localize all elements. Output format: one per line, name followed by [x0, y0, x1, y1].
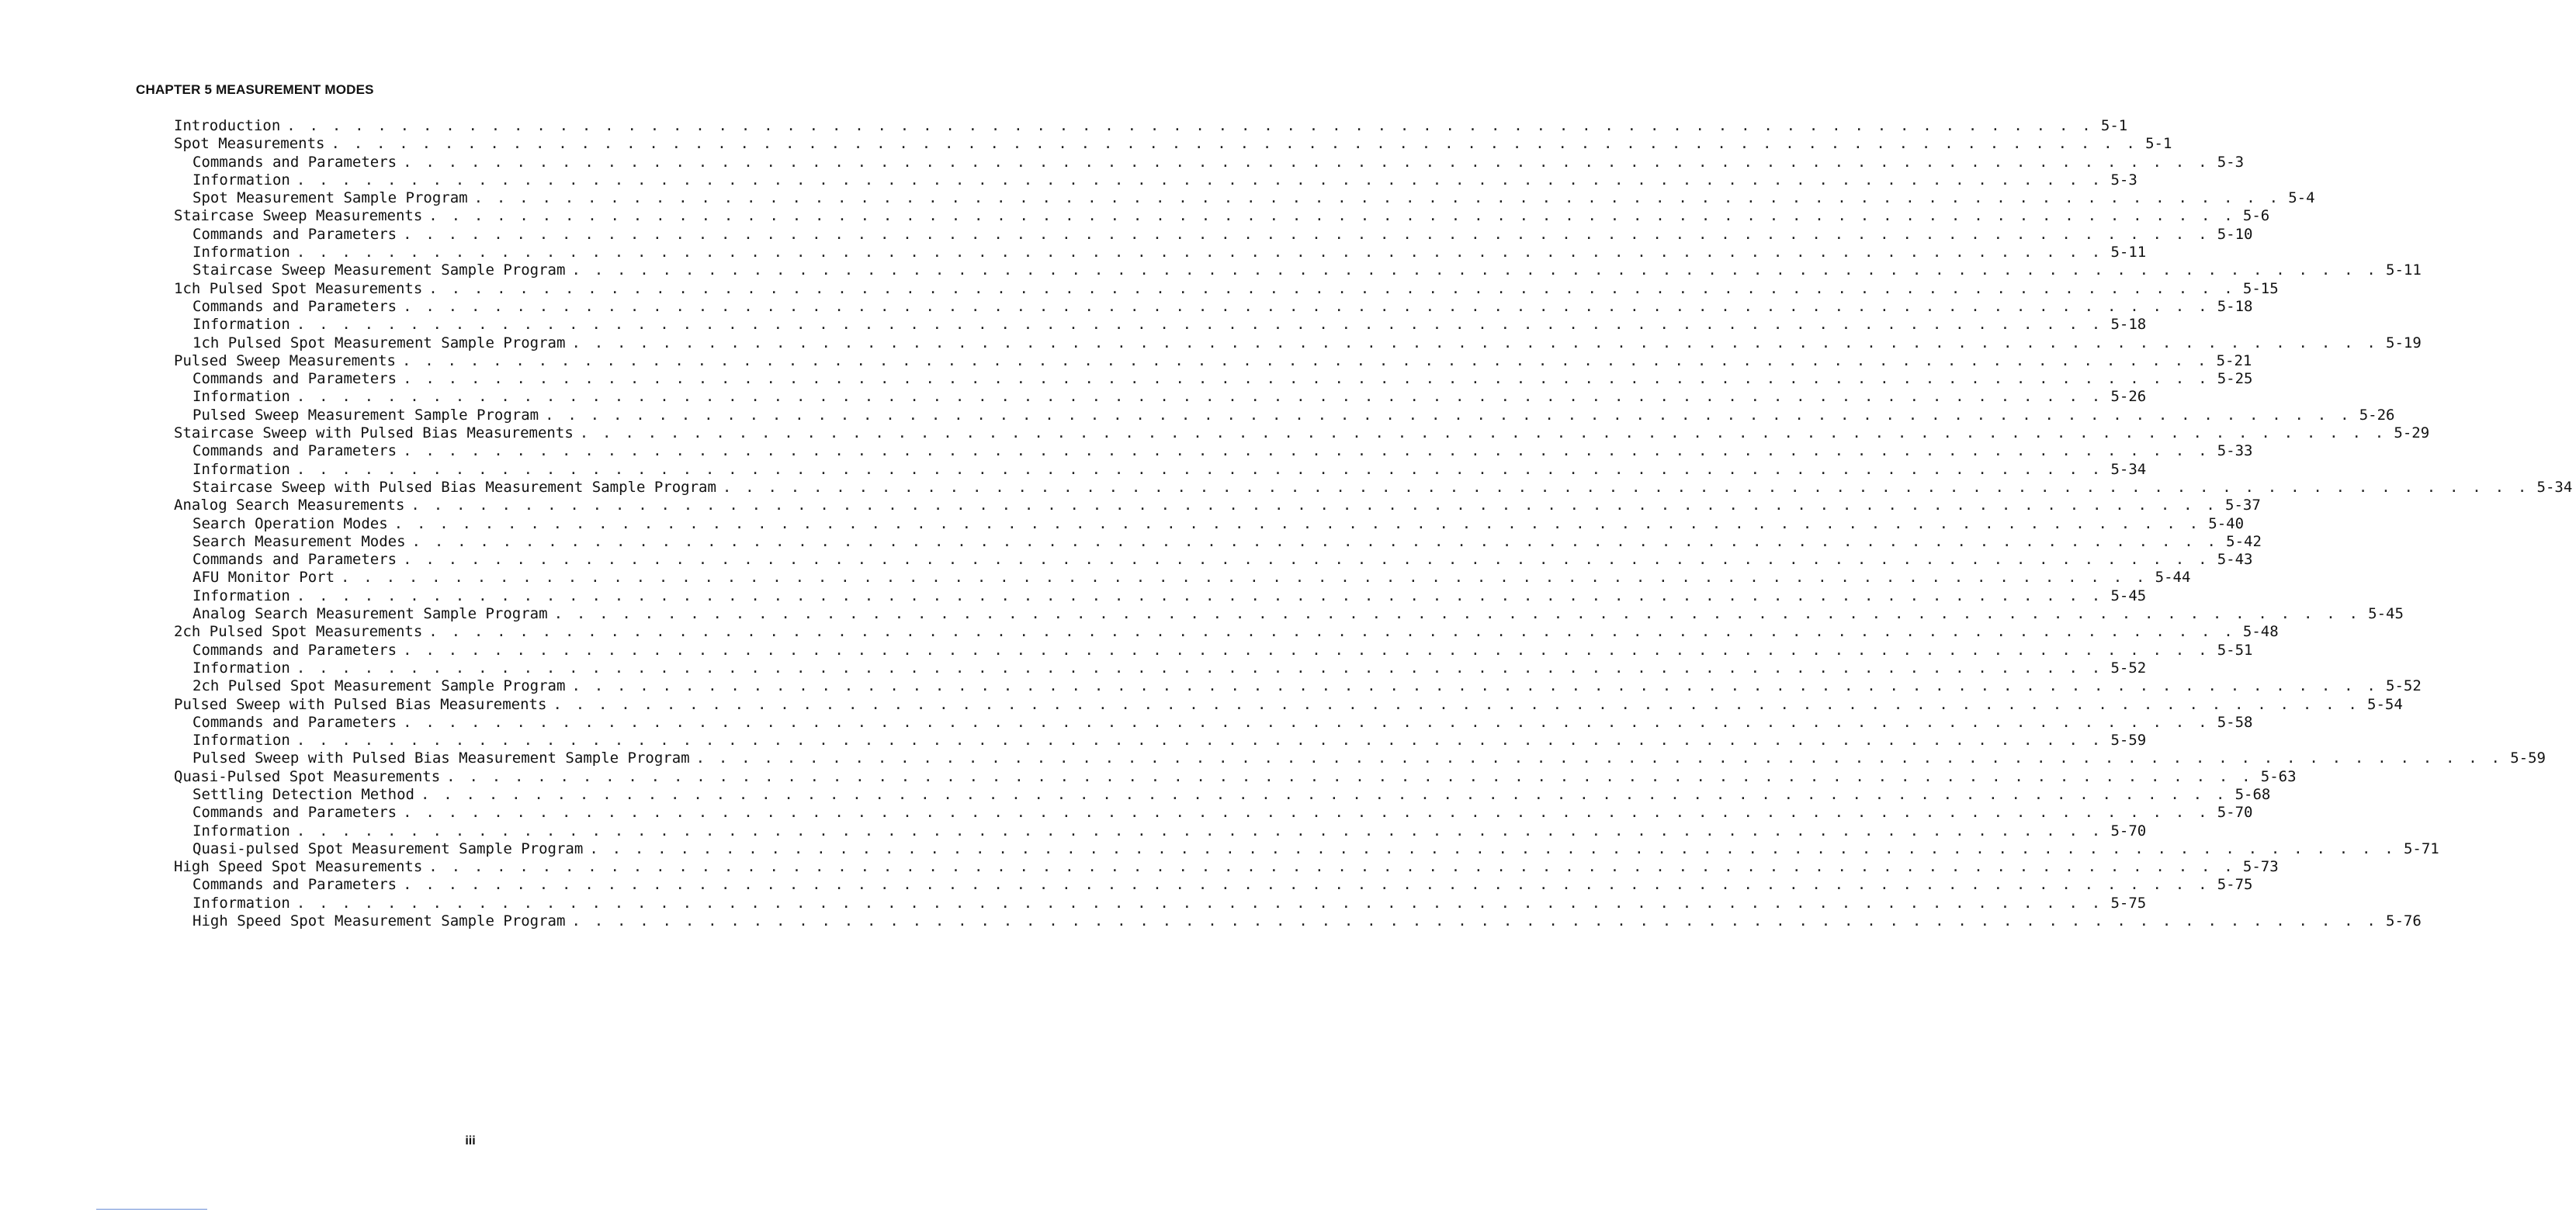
toc-entry-page: 5-18: [2110, 316, 2147, 334]
toc-entry-page: 5-70: [2217, 804, 2253, 822]
toc-entry-page: 5-45: [2368, 605, 2404, 623]
toc-entry: [174, 460, 2147, 479]
toc-entry: [174, 370, 2253, 388]
toc-entry-page: 5-42: [2226, 532, 2262, 550]
toc-entry-title: Spot Measurements: [174, 135, 325, 153]
toc-entry-page: 5-34: [2536, 478, 2573, 496]
toc-entry-page: 5-40: [2208, 514, 2245, 532]
toc-entry-page: 5-21: [2216, 351, 2252, 369]
toc-entry-title: Information: [192, 822, 290, 840]
toc-entry: [174, 767, 2297, 786]
toc-dot-leader: . . . . . . . . . . . . . . . . . . . . . . . . . . . . . . . . . . . . . . . . . . . . . . . . . . . . . . . . . . . . . . . . . . . . . . . . . . . . . . . .: [695, 750, 2503, 767]
toc-dot-leader: . . . . . . . . . . . . . . . . . . . . . . . . . . . . . . . . . . . . . . . . . . . . . . . . . . . . . . . . . . . . . . . . . . . . . . . . . . . . . . . .: [296, 587, 2103, 604]
toc-entry-title: Staircase Sweep with Pulsed Bias Measurements: [174, 424, 574, 442]
toc-entry-page: 5-52: [2386, 677, 2422, 695]
toc-entry: [174, 117, 2128, 135]
chapter-heading: CHAPTER 5 MEASUREMENT MODES: [136, 82, 374, 97]
toc-entry-page: 5-76: [2386, 912, 2422, 930]
toc-entry-title: Commands and Parameters: [192, 641, 397, 659]
toc-dot-leader: . . . . . . . . . . . . . . . . . . . . . . . . . . . . . . . . . . . . . . . . . . . . . . . . . . . . . . . . . . . . . . . . . . . . . . . . . . . . . . . .: [420, 785, 2228, 803]
toc-dot-leader: . . . . . . . . . . . . . . . . . . . . . . . . . . . . . . . . . . . . . . . . . . . . . . . . . . . . . . . . . . . . . . . . . . . . . . . . . . . . . . . .: [428, 858, 2235, 876]
toc-entry-title: Information: [192, 732, 290, 750]
toc-entry-page: 5-51: [2217, 641, 2253, 659]
toc-dot-leader: . . . . . . . . . . . . . . . . . . . . . . . . . . . . . . . . . . . . . . . . . . . . . . . . . . . . . . . . . . . . . . . . . . . . . . . . . . . . . . . .: [296, 732, 2103, 750]
toc-entry: [174, 695, 2403, 714]
toc-entry: [174, 605, 2404, 623]
toc-entry-page: 5-54: [2367, 695, 2403, 713]
toc-entry-page: 5-18: [2217, 297, 2253, 315]
toc-entry: [174, 804, 2253, 822]
toc-entry-title: Pulsed Sweep with Pulsed Bias Measurements: [174, 695, 547, 713]
toc-entry-title: Analog Search Measurement Sample Program: [192, 605, 548, 623]
toc-entry-title: Information: [192, 460, 290, 478]
toc-entry-title: Quasi-Pulsed Spot Measurements: [174, 767, 441, 785]
toc-entry: [174, 406, 2395, 424]
toc-entry-title: Pulsed Sweep with Pulsed Bias Measurement Sample Program: [192, 750, 690, 767]
toc-entry-title: Introduction: [174, 117, 281, 134]
toc-entry-page: 5-26: [2110, 388, 2147, 406]
toc-dot-leader: . . . . . . . . . . . . . . . . . . . . . . . . . . . . . . . . . . . . . . . . . . . . . . . . . . . . . . . . . . . . . . . . . . . . . . . . . . . . . . . .: [403, 153, 2210, 171]
toc-entry: [174, 334, 2422, 352]
toc-entry-title: Commands and Parameters: [192, 370, 397, 388]
toc-entry: [174, 478, 2573, 497]
toc-entry: [174, 840, 2439, 858]
toc-entry-page: 5-75: [2110, 894, 2147, 912]
toc-entry-title: AFU Monitor Port: [192, 569, 335, 587]
toc-entry: [174, 858, 2279, 876]
toc-entry: [174, 677, 2422, 695]
toc-entry-title: Commands and Parameters: [192, 551, 397, 569]
toc-entry-page: 5-44: [2155, 569, 2191, 587]
toc-entry-page: 5-11: [2386, 261, 2422, 279]
toc-dot-leader: . . . . . . . . . . . . . . . . . . . . . . . . . . . . . . . . . . . . . . . . . . . . . . . . . . . . . . . . . . . . . . . . . . . . . . . . . . . . . . . .: [403, 713, 2210, 731]
toc-entry-title: Analog Search Measurements: [174, 497, 405, 514]
page-number: iii: [465, 1134, 476, 1148]
toc-entry-page: 5-3: [2217, 153, 2245, 171]
toc-entry: [174, 732, 2147, 750]
toc-entry: [174, 279, 2279, 298]
toc-entry-page: 5-43: [2217, 551, 2253, 569]
toc-dot-leader: . . . . . . . . . . . . . . . . . . . . . . . . . . . . . . . . . . . . . . . . . . . . . . . . . . . . . . . . . . . . . . . . . . . . . . . . . . . . . . . .: [296, 460, 2103, 478]
toc-entry-title: Staircase Sweep with Pulsed Bias Measurement Sample Program: [192, 478, 716, 496]
toc-entry: [174, 424, 2430, 442]
toc-entry-page: 5-11: [2110, 244, 2147, 261]
toc-entry-title: Information: [192, 587, 290, 604]
toc-dot-leader: . . . . . . . . . . . . . . . . . . . . . . . . . . . . . . . . . . . . . . . . . . . . . . . . . . . . . . . . . . . . . . . . . . . . . . . . . . . . . . . .: [446, 767, 2253, 785]
toc-entry-title: Commands and Parameters: [192, 804, 397, 822]
toc-dot-leader: . . . . . . . . . . . . . . . . . . . . . . . . . . . . . . . . . . . . . . . . . . . . . . . . . . . . . . . . . . . . . . . . . . . . . . . . . . . . . . . .: [286, 117, 2093, 134]
toc-entry-page: 5-48: [2242, 623, 2279, 641]
toc-dot-leader: . . . . . . . . . . . . . . . . . . . . . . . . . . . . . . . . . . . . . . . . . . . . . . . . . . . . . . . . . . . . . . . . . . . . . . . . . . . . . . . .: [401, 351, 2209, 369]
toc-entry: [174, 207, 2270, 225]
toc-entry-page: 5-6: [2242, 207, 2270, 225]
toc-entry: [174, 135, 2172, 153]
toc-entry-page: 5-63: [2260, 767, 2297, 785]
toc-dot-leader: . . . . . . . . . . . . . . . . . . . . . . . . . . . . . . . . . . . . . . . . . . . . . . . . . . . . . . . . . . . . . . . . . . . . . . . . . . . . . . . .: [428, 623, 2235, 641]
toc-entry-page: 5-37: [2225, 497, 2261, 514]
toc-entry-title: Staircase Sweep Measurement Sample Program: [192, 261, 566, 279]
toc-entry: [174, 261, 2422, 279]
toc-entry: [174, 785, 2271, 804]
toc-entry: [174, 641, 2253, 660]
toc-entry-page: 5-1: [2100, 117, 2128, 134]
toc-entry-page: 5-58: [2217, 713, 2253, 731]
toc-dot-leader: . . . . . . . . . . . . . . . . . . . . . . . . . . . . . . . . . . . . . . . . . . . . . . . . . . . . . . . . . . . . . . . . . . . . . . . . . . . . . . . .: [296, 171, 2103, 189]
toc-entry: [174, 551, 2253, 569]
toc-entry: [174, 894, 2147, 912]
toc-entry: [174, 388, 2147, 406]
toc-dot-leader: . . . . . . . . . . . . . . . . . . . . . . . . . . . . . . . . . . . . . . . . . . . . . . . . . . . . . . . . . . . . . . . . . . . . . . . . . . . . . . . .: [571, 912, 2379, 930]
toc-entry-title: Commands and Parameters: [192, 876, 397, 894]
toc-dot-leader: . . . . . . . . . . . . . . . . . . . . . . . . . . . . . . . . . . . . . . . . . . . . . . . . . . . . . . . . . . . . . . . . . . . . . . . . . . . . . . . .: [403, 641, 2210, 659]
toc-entry-page: 5-52: [2110, 659, 2147, 677]
toc-dot-leader: . . . . . . . . . . . . . . . . . . . . . . . . . . . . . . . . . . . . . . . . . . . . . . . . . . . . . . . . . . . . . . . . . . . . . . . . . . . . . . . .: [428, 279, 2235, 297]
toc-entry: [174, 587, 2147, 605]
toc-entry-page: 5-45: [2110, 587, 2147, 604]
toc-dot-leader: . . . . . . . . . . . . . . . . . . . . . . . . . . . . . . . . . . . . . . . . . . . . . . . . . . . . . . . . . . . . . . . . . . . . . . . . . . . . . . . .: [589, 840, 2396, 857]
toc-dot-leader: . . . . . . . . . . . . . . . . . . . . . . . . . . . . . . . . . . . . . . . . . . . . . . . . . . . . . . . . . . . . . . . . . . . . . . . . . . . . . . . .: [394, 514, 2201, 532]
toc-entry: [174, 153, 2245, 171]
toc-entry-page: 5-26: [2359, 406, 2395, 424]
toc-entry-page: 5-4: [2288, 189, 2315, 207]
toc-entry-title: Information: [192, 316, 290, 334]
toc-entry-title: Search Operation Modes: [192, 514, 388, 532]
toc-entry-title: High Speed Spot Measurements: [174, 858, 423, 876]
toc-dot-leader: . . . . . . . . . . . . . . . . . . . . . . . . . . . . . . . . . . . . . . . . . . . . . . . . . . . . . . . . . . . . . . . . . . . . . . . . . . . . . . . .: [403, 804, 2210, 822]
toc-entry-title: Information: [192, 894, 290, 912]
toc-entry-title: Pulsed Sweep Measurement Sample Program: [192, 406, 539, 424]
toc-entry-title: Commands and Parameters: [192, 153, 397, 171]
toc-entry-title: Spot Measurement Sample Program: [192, 189, 468, 207]
toc-dot-leader: . . . . . . . . . . . . . . . . . . . . . . . . . . . . . . . . . . . . . . . . . . . . . . . . . . . . . . . . . . . . . . . . . . . . . . . . . . . . . . . .: [571, 334, 2379, 351]
toc-dot-leader: . . . . . . . . . . . . . . . . . . . . . . . . . . . . . . . . . . . . . . . . . . . . . . . . . . . . . . . . . . . . . . . . . . . . . . . . . . . . . . . .: [296, 244, 2103, 261]
toc-dot-leader: . . . . . . . . . . . . . . . . . . . . . . . . . . . . . . . . . . . . . . . . . . . . . . . . . . . . . . . . . . . . . . . . . . . . . . . . . . . . . . . .: [473, 189, 2281, 207]
toc-entry-page: 5-3: [2110, 171, 2137, 189]
footer-rule: [96, 1209, 207, 1210]
toc-dot-leader: . . . . . . . . . . . . . . . . . . . . . . . . . . . . . . . . . . . . . . . . . . . . . . . . . . . . . . . . . . . . . . . . . . . . . . . . . . . . . . . .: [403, 876, 2210, 894]
toc-dot-leader: . . . . . . . . . . . . . . . . . . . . . . . . . . . . . . . . . . . . . . . . . . . . . . . . . . . . . . . . . . . . . . . . . . . . . . . . . . . . . . . .: [341, 569, 2148, 587]
toc-entry: [174, 497, 2261, 514]
toc-entry-page: 5-68: [2234, 785, 2271, 803]
toc-dot-leader: . . . . . . . . . . . . . . . . . . . . . . . . . . . . . . . . . . . . . . . . . . . . . . . . . . . . . . . . . . . . . . . . . . . . . . . . . . . . . . . .: [403, 297, 2210, 315]
toc-dot-leader: . . . . . . . . . . . . . . . . . . . . . . . . . . . . . . . . . . . . . . . . . . . . . . . . . . . . . . . . . . . . . . . . . . . . . . . . . . . . . . . .: [296, 822, 2103, 840]
toc-entry: [174, 876, 2253, 894]
toc-dot-leader: . . . . . . . . . . . . . . . . . . . . . . . . . . . . . . . . . . . . . . . . . . . . . . . . . . . . . . . . . . . . . . . . . . . . . . . . . . . . . . . .: [553, 695, 2360, 713]
toc-entry: [174, 532, 2262, 551]
toc-entry-page: 5-75: [2217, 876, 2253, 894]
toc-entry-page: 5-19: [2386, 334, 2422, 351]
toc-entry: [174, 750, 2546, 767]
table-of-contents: [174, 117, 2573, 930]
toc-dot-leader: . . . . . . . . . . . . . . . . . . . . . . . . . . . . . . . . . . . . . . . . . . . . . . . . . . . . . . . . . . . . . . . . . . . . . . . . . . . . . . . .: [571, 677, 2379, 695]
toc-entry-title: Information: [192, 244, 290, 261]
toc-dot-leader: . . . . . . . . . . . . . . . . . . . . . . . . . . . . . . . . . . . . . . . . . . . . . . . . . . . . . . . . . . . . . . . . . . . . . . . . . . . . . . . .: [296, 659, 2103, 677]
toc-dot-leader: . . . . . . . . . . . . . . . . . . . . . . . . . . . . . . . . . . . . . . . . . . . . . . . . . . . . . . . . . . . . . . . . . . . . . . . . . . . . . . . .: [296, 894, 2103, 912]
toc-entry-page: 5-25: [2217, 370, 2253, 388]
toc-entry-page: 5-15: [2242, 279, 2279, 297]
toc-entry-page: 5-34: [2110, 460, 2147, 478]
toc-entry: [174, 623, 2279, 641]
toc-entry-page: 5-1: [2145, 135, 2172, 153]
toc-entry: [174, 713, 2253, 732]
toc-dot-leader: . . . . . . . . . . . . . . . . . . . . . . . . . . . . . . . . . . . . . . . . . . . . . . . . . . . . . . . . . . . . . . . . . . . . . . . . . . . . . . . .: [411, 532, 2219, 550]
toc-dot-leader: . . . . . . . . . . . . . . . . . . . . . . . . . . . . . . . . . . . . . . . . . . . . . . . . . . . . . . . . . . . . . . . . . . . . . . . . . . . . . . . .: [403, 551, 2210, 569]
toc-dot-leader: . . . . . . . . . . . . . . . . . . . . . . . . . . . . . . . . . . . . . . . . . . . . . . . . . . . . . . . . . . . . . . . . . . . . . . . . . . . . . . . .: [428, 207, 2235, 225]
toc-dot-leader: . . . . . . . . . . . . . . . . . . . . . . . . . . . . . . . . . . . . . . . . . . . . . . . . . . . . . . . . . . . . . . . . . . . . . . . . . . . . . . . .: [403, 225, 2210, 243]
toc-dot-leader: . . . . . . . . . . . . . . . . . . . . . . . . . . . . . . . . . . . . . . . . . . . . . . . . . . . . . . . . . . . . . . . . . . . . . . . . . . . . . . . .: [403, 442, 2210, 460]
toc-dot-leader: . . . . . . . . . . . . . . . . . . . . . . . . . . . . . . . . . . . . . . . . . . . . . . . . . . . . . . . . . . . . . . . . . . . . . . . . . . . . . . . .: [571, 261, 2379, 279]
toc-entry: [174, 316, 2147, 334]
toc-entry-page: 5-59: [2110, 732, 2147, 750]
toc-entry-title: Information: [192, 388, 290, 406]
toc-entry-page: 5-10: [2217, 225, 2253, 243]
toc-entry-page: 5-33: [2217, 442, 2253, 460]
toc-entry: [174, 244, 2147, 261]
toc-entry-title: 1ch Pulsed Spot Measurements: [174, 279, 423, 297]
toc-entry-page: 5-70: [2110, 822, 2147, 840]
toc-entry-page: 5-71: [2403, 840, 2439, 857]
toc-entry-title: Quasi-pulsed Spot Measurement Sample Program: [192, 840, 584, 857]
toc-dot-leader: . . . . . . . . . . . . . . . . . . . . . . . . . . . . . . . . . . . . . . . . . . . . . . . . . . . . . . . . . . . . . . . . . . . . . . . . . . . . . . . .: [296, 388, 2103, 406]
toc-entry: [174, 912, 2422, 930]
toc-entry: [174, 442, 2253, 460]
toc-entry: [174, 189, 2315, 207]
toc-dot-leader: . . . . . . . . . . . . . . . . . . . . . . . . . . . . . . . . . . . . . . . . . . . . . . . . . . . . . . . . . . . . . . . . . . . . . . . . . . . . . . . .: [545, 406, 2352, 424]
toc-entry-title: Search Measurement Modes: [192, 532, 406, 550]
toc-entry-title: High Speed Spot Measurement Sample Program: [192, 912, 566, 930]
toc-entry-page: 5-29: [2394, 424, 2430, 442]
toc-entry-title: 1ch Pulsed Spot Measurement Sample Program: [192, 334, 566, 351]
toc-entry-title: Staircase Sweep Measurements: [174, 207, 423, 225]
toc-entry-title: Information: [192, 171, 290, 189]
toc-entry-title: Commands and Parameters: [192, 442, 397, 460]
toc-entry-title: Information: [192, 659, 290, 677]
toc-entry: [174, 569, 2191, 587]
toc-entry-title: Commands and Parameters: [192, 297, 397, 315]
toc-dot-leader: . . . . . . . . . . . . . . . . . . . . . . . . . . . . . . . . . . . . . . . . . . . . . . . . . . . . . . . . . . . . . . . . . . . . . . . . . . . . . . . .: [331, 135, 2138, 153]
toc-entry: [174, 514, 2245, 533]
toc-entry: [174, 351, 2252, 370]
toc-entry-page: 5-73: [2242, 858, 2279, 876]
toc-entry-title: 2ch Pulsed Spot Measurement Sample Program: [192, 677, 566, 695]
toc-entry-title: Pulsed Sweep Measurements: [174, 351, 396, 369]
toc-entry-title: Settling Detection Method: [192, 785, 414, 803]
toc-dot-leader: . . . . . . . . . . . . . . . . . . . . . . . . . . . . . . . . . . . . . . . . . . . . . . . . . . . . . . . . . . . . . . . . . . . . . . . . . . . . . . . .: [296, 316, 2103, 334]
toc-dot-leader: . . . . . . . . . . . . . . . . . . . . . . . . . . . . . . . . . . . . . . . . . . . . . . . . . . . . . . . . . . . . . . . . . . . . . . . . . . . . . . . .: [403, 370, 2210, 388]
toc-entry: [174, 225, 2253, 244]
toc-entry-page: 5-59: [2510, 750, 2546, 767]
toc-dot-leader: . . . . . . . . . . . . . . . . . . . . . . . . . . . . . . . . . . . . . . . . . . . . . . . . . . . . . . . . . . . . . . . . . . . . . . . . . . . . . . . .: [553, 605, 2361, 623]
toc-dot-leader: . . . . . . . . . . . . . . . . . . . . . . . . . . . . . . . . . . . . . . . . . . . . . . . . . . . . . . . . . . . . . . . . . . . . . . . . . . . . . . . .: [411, 497, 2218, 514]
toc-entry-title: 2ch Pulsed Spot Measurements: [174, 623, 423, 641]
toc-entry: [174, 297, 2253, 316]
toc-entry: [174, 659, 2147, 677]
toc-entry: [174, 822, 2147, 840]
toc-dot-leader: . . . . . . . . . . . . . . . . . . . . . . . . . . . . . . . . . . . . . . . . . . . . . . . . . . . . . . . . . . . . . . . . . . . . . . . . . . . . . . . .: [579, 424, 2387, 442]
toc-entry-title: Commands and Parameters: [192, 225, 397, 243]
toc-entry-title: Commands and Parameters: [192, 713, 397, 731]
toc-entry: [174, 171, 2137, 189]
toc-dot-leader: . . . . . . . . . . . . . . . . . . . . . . . . . . . . . . . . . . . . . . . . . . . . . . . . . . . . . . . . . . . . . . . . . . . . . . . . . . . . . . . .: [722, 478, 2529, 496]
